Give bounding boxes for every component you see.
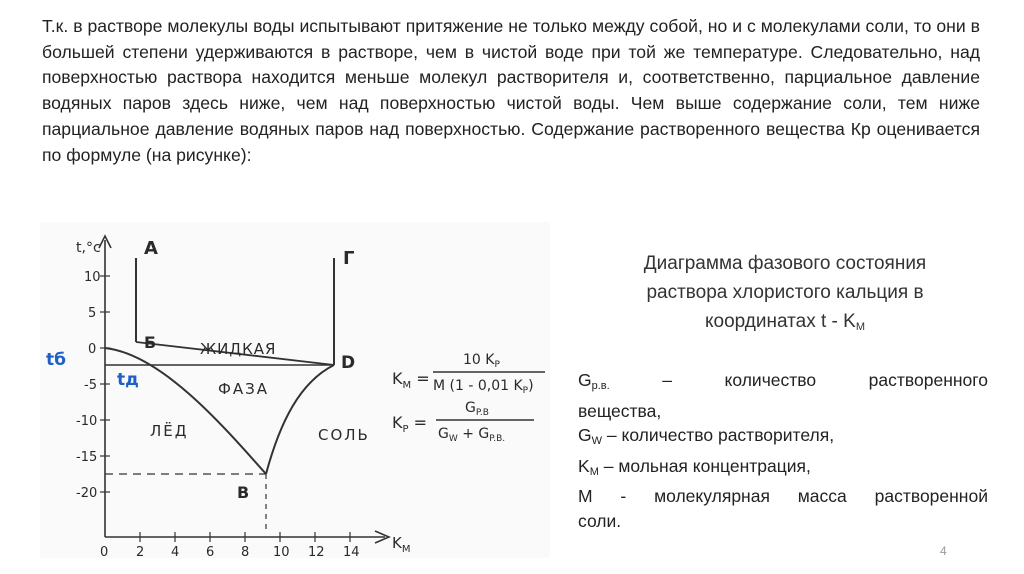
y-tick-label: 0 — [88, 342, 97, 357]
region-label-ice: ЛЁД — [150, 422, 189, 440]
x-tick-label: 6 — [206, 545, 215, 558]
x-tick-label: 8 — [241, 545, 250, 558]
svg-text:GW + GP.B.: $G_W + G_{P.B.}$ — [438, 426, 506, 444]
x-tick-label: 10 — [273, 545, 290, 558]
point-label-d: D — [341, 353, 356, 373]
legend-item: $G_W$ – количество растворителя, — [578, 425, 835, 447]
slide-number: 4 — [940, 544, 947, 558]
intro-paragraph: Т.к. в растворе молекулы воды испытывают притяжение не только между собой, но и с молекулами соли, то они в большей степени удерживаются в растворе, чем в чистой воде при той же температуре. Следовательно, над поверхностью раствора находится меньше молекул растворителя и, соответственно, парциальное давление водяных паров здесь ниже, чем над поверхностью чистой воды. Чем выше содержание соли, тем ниже парциальное давление водяных паров над поверхностью. Содержание растворенного вещества Кр оценивается по формуле (на рисунке): — [42, 16, 980, 165]
diagram-title — [575, 249, 995, 342]
svg-text:GP.B: $G_{P.B}$ — [465, 400, 489, 418]
diagram-title-sub: M — [855, 321, 865, 333]
point-label-v: В — [237, 483, 250, 502]
y-tick-label: 10 — [84, 270, 101, 285]
y-tick-label: -20 — [76, 486, 98, 501]
legend-item: $G_{р.в.}$ – количество растворенного — [578, 370, 988, 392]
point-label-a: A — [144, 238, 158, 259]
svg-text:10 KP: 10 $K_P$ — [463, 352, 500, 370]
diagram-title-line: Диаграмма фазового состояния — [643, 253, 927, 274]
legend-item: $K_M$ – мольная концентрация, — [578, 455, 811, 478]
salt-curve — [266, 365, 334, 474]
y-tick-label: -5 — [84, 378, 97, 393]
legend-list — [578, 368, 988, 533]
svg-text:M (1 - 0,01 KP): M (1 - 0,01 $K_P$) — [433, 378, 534, 396]
y-axis-label: t,°c — [76, 240, 101, 256]
point-label-g: Г — [343, 248, 355, 269]
svg-text:KM =: $K_M$ = — [392, 369, 430, 391]
diagram-title-line: координатах t - K — [705, 311, 856, 332]
ice-curve — [105, 348, 266, 474]
point-label-b: Б — [144, 333, 157, 352]
region-label-liquid: ЖИДКАЯ — [200, 340, 277, 358]
svg-text:KP =: $K_P$ = — [392, 413, 428, 435]
phase-diagram-figure — [40, 222, 550, 558]
diagram-title-line: раствора хлористого кальция в — [646, 282, 924, 303]
x-tick-label: 4 — [171, 545, 180, 558]
y-tick-label: -10 — [76, 414, 98, 429]
x-tick-label: 12 — [308, 545, 325, 558]
x-axis-label: $K_M$ — [392, 534, 411, 555]
x-tick-label: 14 — [343, 545, 360, 558]
annotation-td: tд — [117, 370, 139, 390]
x-tick-label: 2 — [136, 545, 145, 558]
formula-km — [392, 352, 545, 396]
phase-diagram-svg — [40, 222, 550, 558]
y-tick-label: 5 — [88, 306, 97, 321]
y-tick-label: -15 — [76, 450, 98, 465]
legend-item-cont: вещества, — [578, 400, 662, 421]
formula-kp — [392, 400, 534, 444]
legend-item: M - молекулярная масса растворенной — [578, 486, 988, 506]
x-tick-label: 0 — [100, 545, 109, 558]
legend-item-cont: соли. — [578, 510, 622, 531]
annotation-tb: tб — [46, 350, 66, 370]
region-label-salt: СОЛЬ — [318, 426, 370, 444]
region-label-phase: ФАЗА — [218, 380, 270, 398]
